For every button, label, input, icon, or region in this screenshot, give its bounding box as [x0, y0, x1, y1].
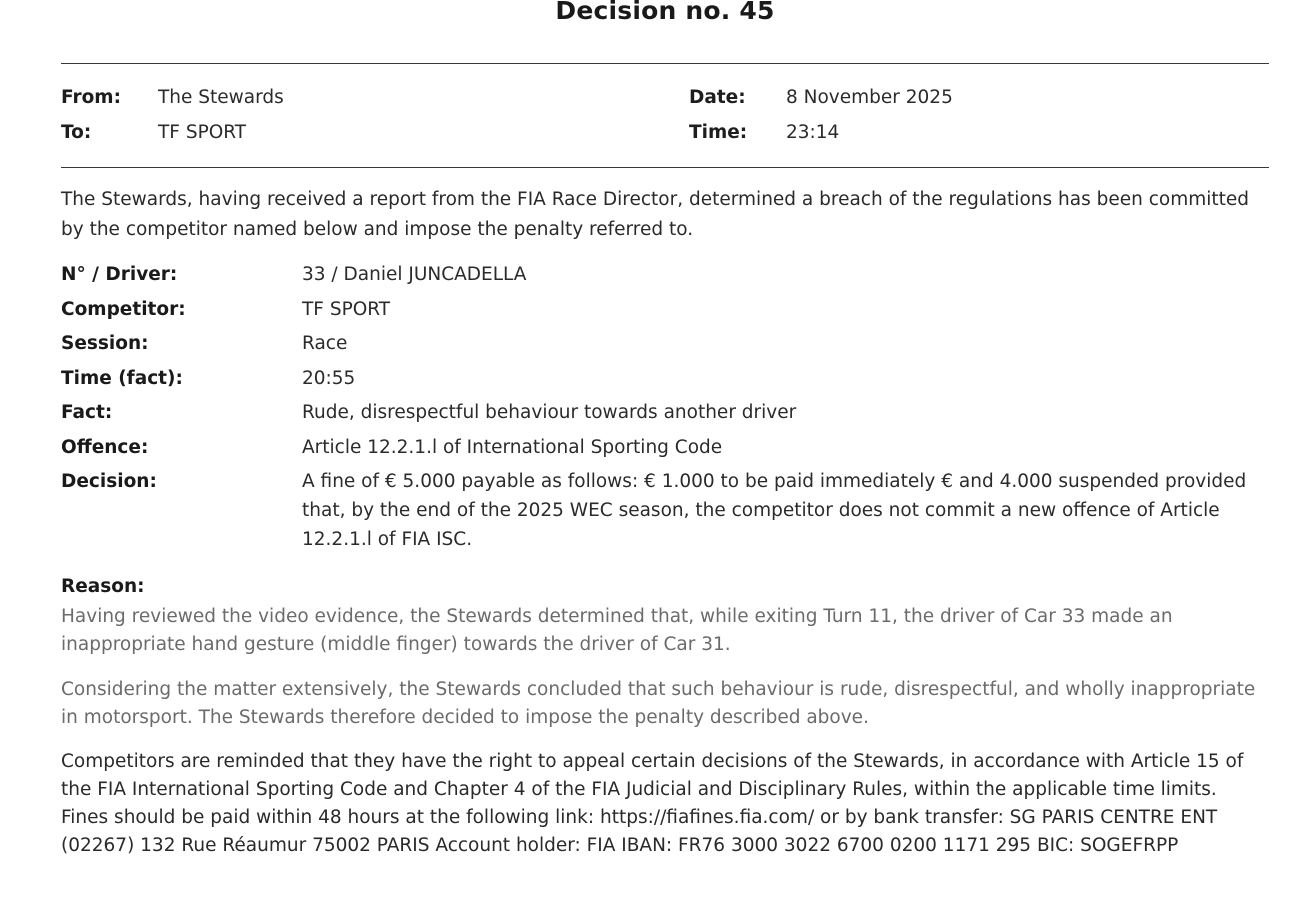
intro-paragraph: The Stewards, having received a report from the FIA Race Director, determined a breach of the regulations has been committed by the competitor named below and impose the penalty referred to. [61, 189, 1250, 240]
fact-row-offence [61, 433, 1269, 468]
date-value: 8 November 2025 [786, 87, 953, 108]
fact-row-decision [61, 467, 1269, 560]
date-label: Date: [689, 87, 746, 108]
reason-paragraph: Considering the matter extensively, the Stewards concluded that such behaviour is rude, disrespectful, and wholly inappropriate in motorsport. The Stewards therefore decided to impose the penalty described above. [61, 679, 1256, 728]
to-label: To: [61, 122, 92, 143]
fact-row-driver [61, 260, 1269, 295]
time-label: Time: [689, 122, 748, 143]
fact-label: Offence: [61, 436, 149, 458]
fact-value: 20:55 [302, 367, 356, 389]
fact-value: A fine of € 5.000 payable as follows: € 1.000 to be paid immediately € and 4.000 suspended provided that, by the end of the 2025 WEC season, the competitor does not commit a new offence of Article 12.2.1.l of FIA ISC. [302, 471, 1247, 550]
header-top-divider [61, 63, 1269, 64]
fact-value: Rude, disrespectful behaviour towards another driver [302, 402, 797, 423]
from-label: From: [61, 87, 121, 108]
fact-value: TF SPORT [302, 298, 391, 320]
fact-row-fact [61, 398, 1269, 433]
fact-label: Fact: [61, 402, 113, 423]
fact-row-competitor [61, 295, 1269, 330]
fact-value: Race [302, 333, 348, 354]
fact-value: 33 / Daniel JUNCADELLA [302, 264, 527, 285]
reason-paragraph: Having reviewed the video evidence, the Stewards determined that, while exiting Turn 11, the driver of Car 33 made an inappropriate hand gesture (middle finger) towards the driver of Car 31. [61, 606, 1173, 655]
fact-label: Decision: [61, 471, 157, 492]
fact-label: N° / Driver: [61, 264, 178, 285]
fact-row-time [61, 364, 1269, 399]
time-value: 23:14 [786, 122, 840, 143]
fact-value: Article 12.2.1.l of International Sporting Code [302, 436, 723, 458]
to-value: TF SPORT [158, 122, 247, 143]
appeal-notice-paragraph: Competitors are reminded that they have the right to appeal certain decisions of the Stewards, in accordance with Article 15 of the FIA International Sporting Code and Chapter 4 of the FIA Judicial and Disciplinary Rules, within the applicable time limits. Fines should be paid within 48 hours at the following link: https://fiafines.fia.com/ or by bank transfer: SG PARIS CENTRE ENT (02267) 132 Rue Réaumur 75002 PARIS Account holder: FIA IBAN: FR76 3000 3022 6700 0200 1171 295 BIC: SOGEFRPP [61, 751, 1244, 856]
fact-label: Competitor: [61, 298, 186, 320]
header-block [61, 87, 1269, 147]
document-title: Decision no. 45 [555, 0, 775, 25]
fact-label: Session: [61, 333, 149, 354]
header-bottom-divider [61, 167, 1269, 168]
fact-row-session [61, 329, 1269, 364]
fact-label: Time (fact): [61, 367, 183, 389]
from-value: The Stewards [158, 87, 284, 108]
reason-label: Reason: [61, 576, 145, 597]
facts-table [61, 260, 1269, 560]
